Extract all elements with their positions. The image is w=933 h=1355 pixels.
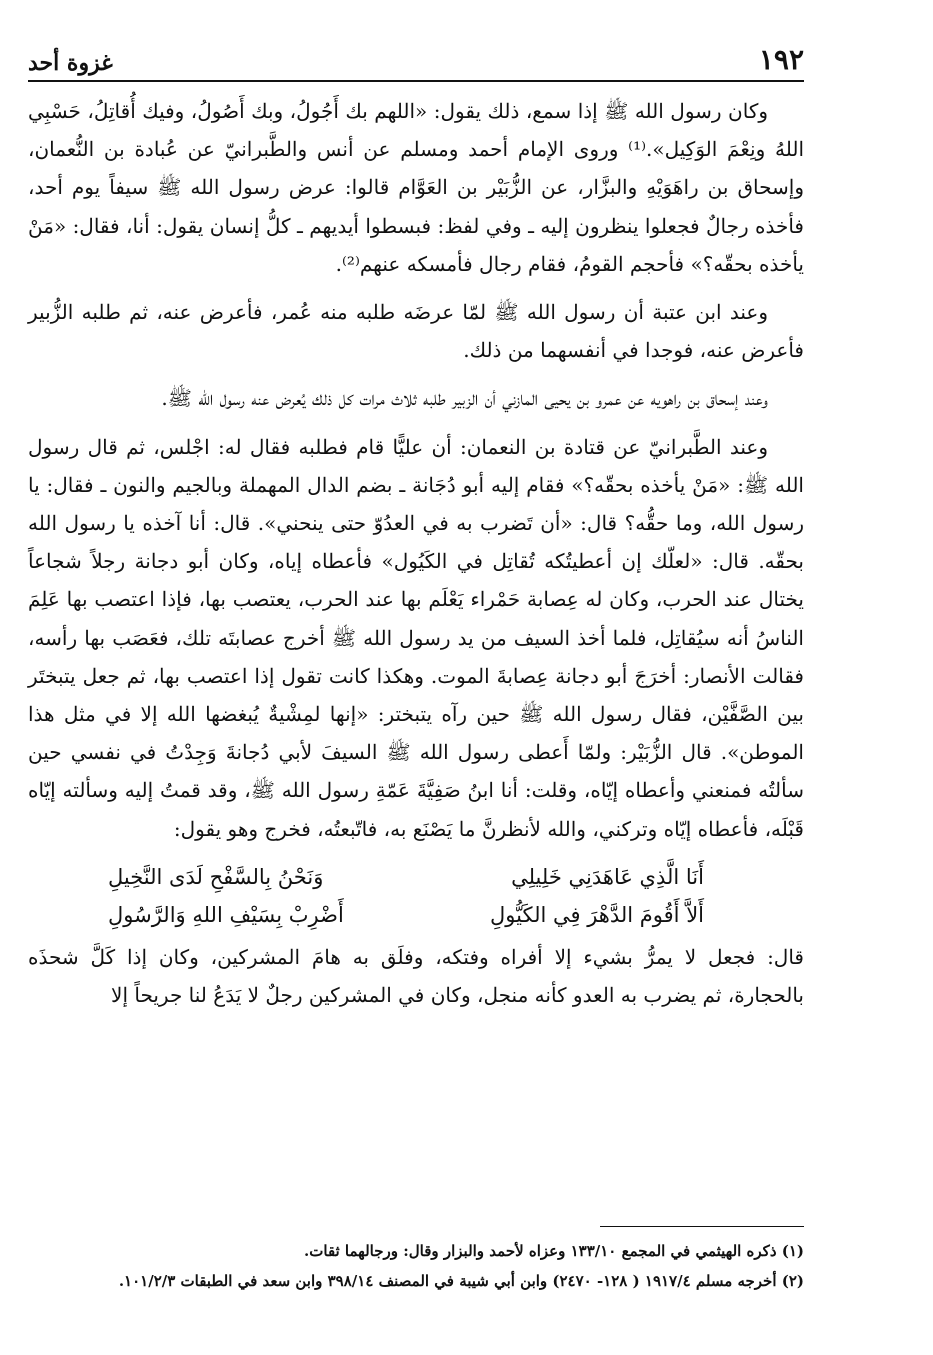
poem-verse bbox=[28, 896, 804, 934]
main-text bbox=[28, 92, 804, 1024]
paragraph: وعند الطَّبرانيّ عن قتادة بن النعمان: أن عليًّا قام فطلبه فقال له: اجْلس، ثم قال رسول الله ﷺ: «مَنْ يأخذه بحقّه؟» فقام إليه أبو دُجَانة ـ بضم الدال المهملة وبالجيم والنون ـ فقال: يا رسول الله، وما حقُّه؟ قال: «أن تَضرب به في العدُوّ حتى ينحني». قال: أنا آخذه يا رسول الله بحقّه. قال: «لعلّك إن أعطيتُكه تُقاتِل في الكَيُول» فأعطاه إياه، وكان أبو دجانة رجلاً شجاعاً يختال عند الحرب، وكان له عِصابة حَمْراء يَعْلَم بها عند الحرب، يعتصب بها، فإذا اعتصب بها عَلِمَ الناسُ أنه سيُقاتِل، فلما أخذ السيف من يد رسول الله ﷺ أخرج عصابتَه تلك، فعَصَب بها رأسه، فقالت الأنصار: أخرَجَ أبو دجانة عِصابةَ الموت. وهكذا كانت تقول إذا اعتصب بها، ثم جعل يتبختَر بين الصَّفَّيْن، فقال رسول الله ﷺ حين رآه يتبختر: «إنها لمِشْيةٌ يُبغضها الله إلا في مثل هذا الموطن». قال الزُّبَيْر: ولمّا أَعطى رسول الله ﷺ السيفَ لأبي دُجانةَ وَجِدْتُ في نفسي حين سألتُه فمنعني وأعطاه إيّاه، وقلت: أنا ابنُ صَفِيَّةَ عَمّةِ رسول الله ﷺ، وقد قمتُ إليه وسألته إيّاه قَبْلَه، فأعطاه إيّاه وتركني، والله لأنظرنَّ ما يَصْنَع به، فاتّبعتُه، فخرج وهو يقول: bbox=[28, 434, 804, 841]
running-title: غزوة أحد bbox=[28, 50, 113, 76]
header-rule bbox=[28, 80, 804, 82]
page-number: ١٩٢ bbox=[758, 43, 804, 76]
footnote: (٢) أخرجه مسلم ١٩١٧/٤ ( ١٢٨- ٢٤٧٠) وابن أبي شيبة في المصنف ٣٩٨/١٤ وابن سعد في الطبقات ١٠١/٢/٣. bbox=[118, 1272, 804, 1290]
verse-first-hemistich: أَنَا الَّذِي عَاهَدَنِي خَلِيلِي bbox=[511, 864, 704, 889]
paragraph: وكان رسول الله ﷺ إذا سمع، ذلك يقول: «اللهم بك أَجُولُ، وبك أَصُولُ، وفيك أُقاتِلُ، حَسْبِي اللهُ ونِعْمَ الوَكِيل».⁽¹⁾ وروى الإمام أحمد ومسلم عن أنس والطَّبرانيّ عن عُبادة بن النُّعمان، وإسحاق بن راهَوَيْهِ والبزَّار، عن الزُّبَيْر بن العَوَّام قالوا: عرض رسول الله ﷺ سيفاً يوم أحد، فأخذه رجالٌ فجعلوا ينظرون إليه ـ وفي لفظ: فبسطوا أيديهم ـ كلُّ إنسان يقول: أنا، فقال: «مَنْ يأخذه بحقّه؟» فأحجم القومُ، فقام رجال فأمسكه عنهم⁽²⁾. bbox=[28, 99, 804, 276]
footnote: (١) ذكره الهيثمي في المجمع ١٣٣/١٠ وعزاه لأحمد والبزار وقال: ورجالهما ثقات. bbox=[304, 1242, 804, 1260]
verse-second-hemistich: أَضْرِبْ بِسَيْفِ اللهِ وَالرَّسُولِ bbox=[108, 902, 344, 927]
paragraph: وعند إسحاق بن راهويه عن عمرو بن يحيى المازني أن الزبير طلبه ثلاث مرات كل ذلك يُعرض عنه رسول الله ﷺ. bbox=[161, 386, 768, 411]
paragraph: وعند ابن عتبة أن رسول الله ﷺ لمّا عرضَه طلبه منه عُمر، فأعرض عنه، ثم طلبه الزُّبير فأعرض عنه، فوجدا في أنفسهما من ذلك. bbox=[28, 300, 804, 363]
poem bbox=[28, 858, 804, 934]
poem-verse bbox=[28, 858, 804, 896]
footnote-rule bbox=[600, 1226, 804, 1227]
closing-paragraph: قال: فجعل لا يمرُّ بشيء إلا أفراه وفتكه، وفلَق به هامَ المشركين، وكان إذا كَلَّ شحذَه بالحجارة، ثم يضرب به العدو كأنه منجل، وكان في المشركين رجلٌ لا يَدَعُ لنا جريحاً إلا bbox=[28, 944, 804, 1008]
verse-second-hemistich: وَنَحْنُ بِالسَّفْحِ لَدَى النَّخِيلِ bbox=[108, 864, 324, 889]
verse-first-hemistich: أَلاَّ أَقُومَ الدَّهْرَ فِي الكَيُّولِ bbox=[490, 902, 704, 927]
footnotes bbox=[28, 1236, 804, 1296]
page-header bbox=[28, 38, 804, 74]
